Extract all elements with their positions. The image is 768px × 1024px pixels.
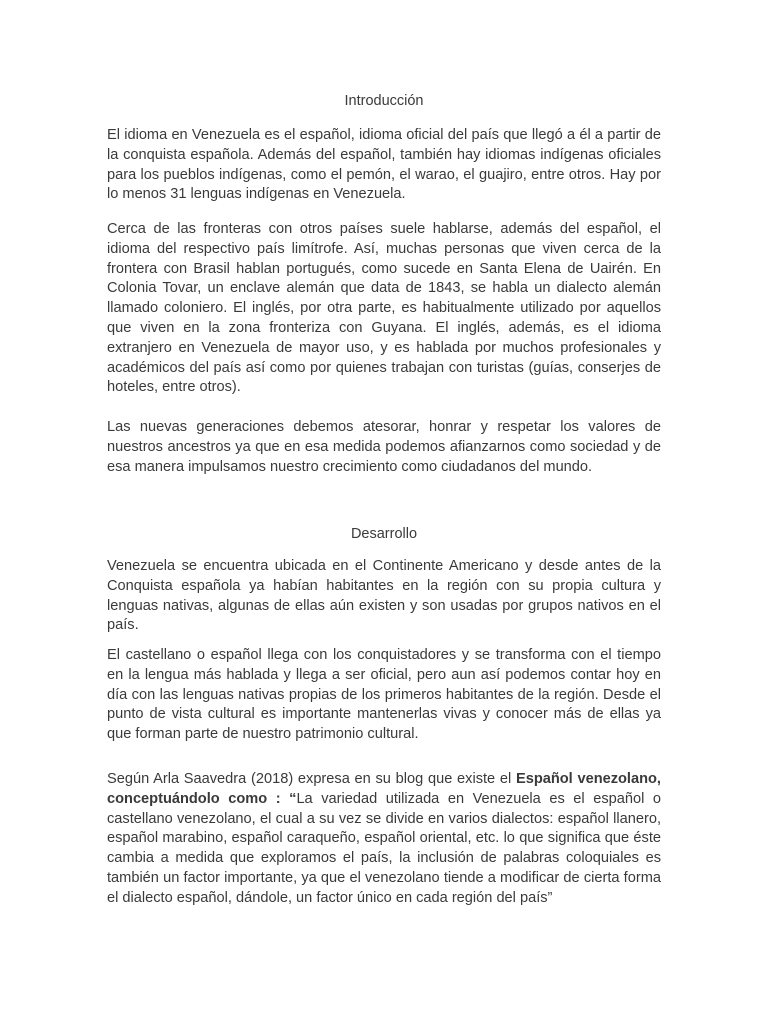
intro-heading: Introducción — [344, 93, 424, 109]
intro-paragraph-3: Las nuevas generaciones debemos atesorar, honrar y respetar los valores de nuestros ancestros ya que en esa medida podemos afianzarnos como sociedad y de esa manera impulsamos nuestro crecimiento como ciudadanos del mundo. — [107, 419, 661, 475]
quote-text: La variedad utilizada en Venezuela es el español o castellano venezolano, el cual a su vez se divide en varios dialectos: español llanero, español marabino, español caraqueño, español oriental, etc. lo que significa que éste cambia a medida que exploramos el país, la inclusión de palabras coloquiales es también un factor importante, ya que el venezolano tiende a modificar de cierta forma el dialecto español, dándole, un factor único en cada región del país” — [107, 790, 662, 906]
quote-bold-text: Español venezolano, conceptuándolo como : “ — [107, 771, 661, 807]
desarrollo-paragraph-1: Venezuela se encuentra ubicada en el Continente Americano y desde antes de la Conquista española ya habían habitantes en la región con su propia cultura y lenguas nativas, algunas de ellas aún existen y son usadas por grupos nativos en el país. — [107, 558, 661, 634]
quote-intro-text: Según Arla Saavedra (2018) expresa en su blog que existe el — [107, 771, 516, 787]
intro-paragraph-1: El idioma en Venezuela es el español, idioma oficial del país que llegó a él a partir de la conquista española. Además del español, también hay idiomas indígenas oficiales para los pueblos indígenas, como el pemón, el warao, el guajiro, entre otros. Hay por lo menos 31 lenguas indígenas en Venezuela. — [107, 127, 661, 203]
desarrollo-paragraph-2: El castellano o español llega con los conquistadores y se transforma con el tiempo en la lengua más hablada y llega a ser oficial, pero aun así podemos contar hoy en día con las lenguas nativas propias de los primeros habitantes de la región. Desde el punto de vista cultural es importante mantenerlas vivas y conocer más de ellas ya que forman parte de nuestro patrimonio cultural. — [107, 647, 661, 743]
desarrollo-heading: Desarrollo — [350, 526, 418, 542]
desarrollo-paragraph-3 — [107, 770, 661, 909]
intro-paragraph-2: Cerca de las fronteras con otros países suele hablarse, además del español, el idioma del respectivo país limítrofe. Así, muchas personas que viven cerca de la frontera con Brasil hablan portugués, como sucede en Santa Elena de Uairén. En Colonia Tovar, un enclave alemán que data de 1843, se habla un dialecto alemán llamado coloniero. El inglés, por otra parte, es habitualmente utilizado por aquellos que viven en la zona fronteriza con Guyana. El inglés, además, es el idioma extranjero en Venezuela de mayor uso, y es hablada por muchos profesionales y académicos del país así como por quienes trabajan con turistas (guías, conserjes de hoteles, entre otros). — [107, 221, 661, 396]
